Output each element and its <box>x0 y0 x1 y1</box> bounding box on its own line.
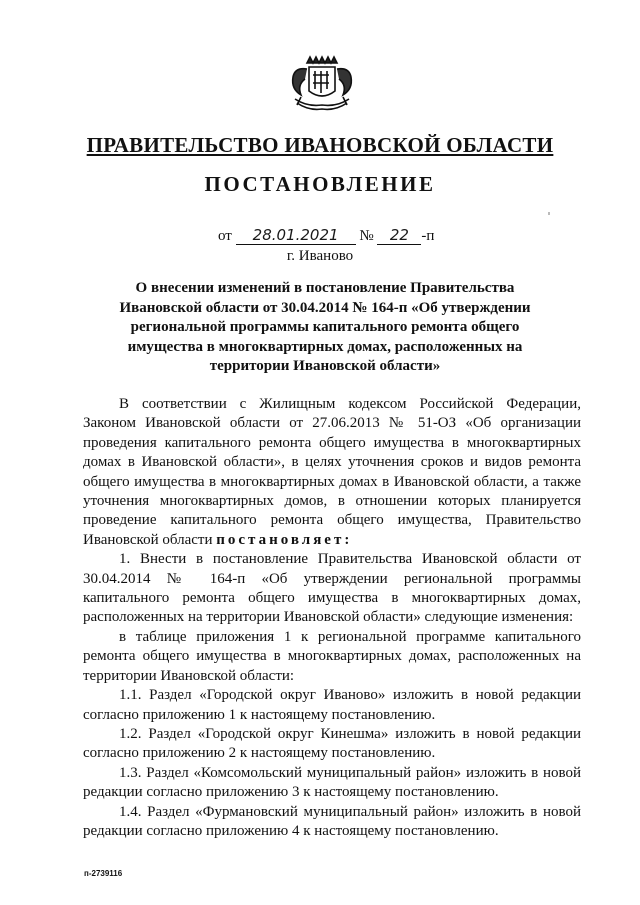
table-intro: в таблице приложения 1 к региональной программе капитального ремонта общего имущества в многоквартирных домах, расположенных на территории Ивановской области: <box>83 628 581 684</box>
footer-code: п-2739116 <box>84 869 123 878</box>
number-suffix: -п <box>421 228 435 244</box>
intro-paragraph <box>83 395 581 550</box>
scan-speck <box>548 212 550 215</box>
item-1-1: 1.1. Раздел «Городской округ Иваново» изложить в новой редакции согласно приложению 1 к настоящему постановлению. <box>83 687 581 723</box>
coat-of-arms-icon <box>287 55 357 113</box>
number-sign: № <box>359 228 374 244</box>
document-date: 28.01.2021 <box>236 226 356 245</box>
item-1-3: 1.3. Раздел «Комсомольский муниципальный район» изложить в новой редакции согласно приложению 3 к настоящему постановлению. <box>83 764 581 801</box>
intro-text: В соответствии с Жилищным кодексом Российской Федерации, Законом Ивановской области от 27.06.2013 № 51-ОЗ «Об организации проведения капитального ремонта общего имущества в многоквартирных домах в Ивановской области», в целях уточнения сроков и видов ремонта общего имущества в многоквартирных домах в Ивановской области, а также уточнения многоквартирных домов, в отношении которых планируется проведение капитального ремонта общего имущества, Правительство Ивановской области <box>83 396 581 548</box>
item-1-4: 1.4. Раздел «Фурмановский муниципальный район» изложить в новой редакции согласно приложению 4 к настоящему постановлению. <box>83 803 581 839</box>
item-1: 1. Внести в постановление Правительства Ивановской области от 30.04.2014 № 164-п «Об утверждении региональной программы капитального ремонта общего имущества в многоквартирных домах, расположенных на территории Ивановской области» следующие изменения: <box>83 551 581 626</box>
resolves-word: постановляет: <box>216 531 353 548</box>
document-number: 22 <box>377 226 421 245</box>
item-1-2: 1.2. Раздел «Городской округ Кинешма» изложить в новой редакции согласно приложению 2 к настоящему постановлению. <box>83 725 581 762</box>
document-subject: О внесении изменений в постановление Правительства Ивановской области от 30.04.2014 № 164-п «Об утверждении региональной программы капитального ремонта общего имущества в многоквартирных домах, расположенных на территории Ивановской области» <box>119 280 531 374</box>
organization-title: ПРАВИТЕЛЬСТВО ИВАНОВСКОЙ ОБЛАСТИ <box>86 133 554 157</box>
document-type: ПОСТАНОВЛЕНИЕ <box>204 172 436 196</box>
document-number-line <box>218 226 434 245</box>
document-body <box>83 395 581 841</box>
date-prefix: от <box>218 228 232 244</box>
city: г. Иваново <box>286 248 354 264</box>
